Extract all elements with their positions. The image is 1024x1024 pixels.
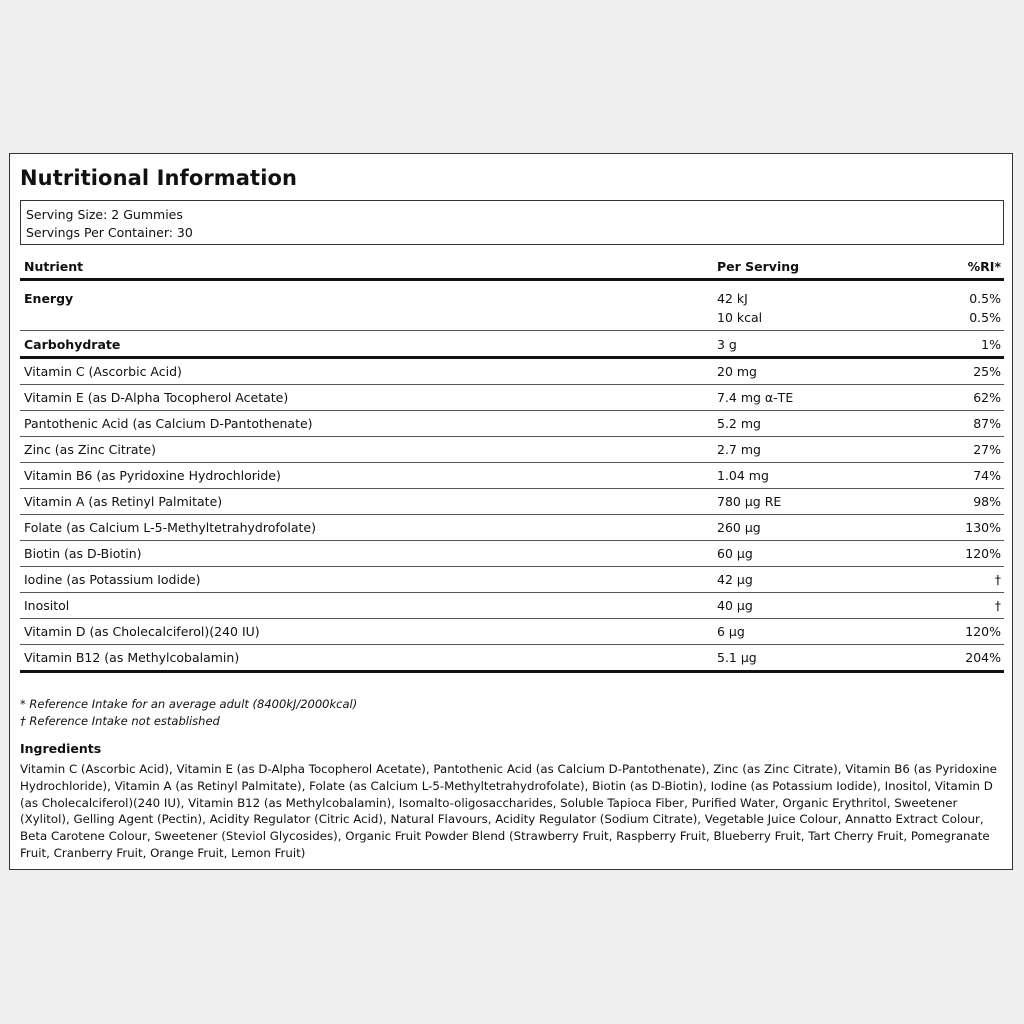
table-row-energy-kcal	[20, 308, 1004, 331]
nutrient-name: Zinc (as Zinc Citrate)	[24, 442, 157, 457]
table-row	[20, 411, 1004, 437]
energy-kcal-ri: 0.5%	[969, 310, 1001, 325]
nutrition-panel	[9, 153, 1013, 870]
table-row	[20, 645, 1004, 673]
table-row	[20, 385, 1004, 411]
carbohydrate-amount: 3 g	[717, 337, 737, 352]
energy-kj-ri: 0.5%	[969, 291, 1001, 306]
nutrient-ri: 25%	[973, 364, 1001, 379]
footnote-not-established: † Reference Intake not established	[20, 714, 220, 728]
nutrient-name: Vitamin B12 (as Methylcobalamin)	[24, 650, 240, 665]
table-row	[20, 463, 1004, 489]
table-row-energy-kj	[20, 281, 1004, 308]
nutrient-ri: 120%	[965, 546, 1001, 561]
nutrient-amount: 260 µg	[717, 520, 761, 535]
serving-size: Serving Size: 2 Gummies	[26, 207, 183, 222]
table-row	[20, 359, 1004, 385]
nutrient-ri: 130%	[965, 520, 1001, 535]
nutrient-amount: 2.7 mg	[717, 442, 761, 457]
table-header	[20, 254, 1004, 281]
nutrient-ri: 74%	[973, 468, 1001, 483]
nutrient-name: Vitamin E (as D-Alpha Tocopherol Acetate)	[24, 390, 289, 405]
nutrient-amount: 6 µg	[717, 624, 745, 639]
nutrient-ri: 87%	[973, 416, 1001, 431]
nutrient-amount: 42 µg	[717, 572, 753, 587]
nutrient-ri: †	[994, 572, 1001, 587]
energy-label: Energy	[24, 291, 74, 306]
carbohydrate-label: Carbohydrate	[24, 337, 121, 352]
nutrient-name: Folate (as Calcium L-5-Methyltetrahydrofolate)	[24, 520, 316, 535]
nutrient-name: Vitamin B6 (as Pyridoxine Hydrochloride)	[24, 468, 281, 483]
table-row	[20, 593, 1004, 619]
nutrition-table	[20, 254, 1004, 673]
table-row	[20, 515, 1004, 541]
header-ri: %RI*	[967, 259, 1001, 274]
nutrient-name: Biotin (as D-Biotin)	[24, 546, 142, 561]
nutrient-name: Pantothenic Acid (as Calcium D-Pantothenate)	[24, 416, 313, 431]
nutrient-name: Iodine (as Potassium Iodide)	[24, 572, 201, 587]
nutrient-amount: 5.2 mg	[717, 416, 761, 431]
nutrient-name: Vitamin A (as Retinyl Palmitate)	[24, 494, 223, 509]
table-row	[20, 619, 1004, 645]
nutrient-name: Inositol	[24, 598, 70, 613]
header-per-serving: Per Serving	[717, 259, 800, 274]
nutrient-amount: 780 µg RE	[717, 494, 782, 509]
footnotes	[20, 696, 357, 730]
page-title: Nutritional Information	[20, 166, 298, 190]
nutrient-ri: 120%	[965, 624, 1001, 639]
table-row-carbohydrate	[20, 331, 1004, 359]
nutrient-ri: 62%	[973, 390, 1001, 405]
energy-kj: 42 kJ	[717, 291, 748, 306]
serving-info-box	[20, 200, 1004, 245]
nutrient-ri: †	[994, 598, 1001, 613]
servings-per-container: Servings Per Container: 30	[26, 225, 193, 240]
nutrient-amount: 60 µg	[717, 546, 753, 561]
table-row	[20, 489, 1004, 515]
table-row	[20, 567, 1004, 593]
table-row	[20, 437, 1004, 463]
table-row	[20, 541, 1004, 567]
nutrient-ri: 204%	[965, 650, 1001, 665]
footnote-reference-intake: * Reference Intake for an average adult (8400kJ/2000kcal)	[20, 697, 358, 711]
ingredients-heading: Ingredients	[20, 741, 102, 756]
nutrient-name: Vitamin D (as Cholecalciferol)(240 IU)	[24, 624, 260, 639]
energy-kcal: 10 kcal	[717, 310, 763, 325]
nutrient-amount: 7.4 mg α-TE	[717, 390, 794, 405]
nutrient-ri: 98%	[973, 494, 1001, 509]
ingredients-text: Vitamin C (Ascorbic Acid), Vitamin E (as D-Alpha Tocopherol Acetate), Pantothenic Acid (as Calcium D-Pantothenate), Zinc (as Zinc Citrate), Vitamin B6 (as Pyridoxine Hydrochloride), Vitamin A (as Retinyl Palmitate), Folate (as Calcium L-5-Methyltetrahydrofolate), Biotin (as D-Biotin), Iodine (as Potassium Iodide), Inositol, Vitamin D (as Cholecalciferol)(240 IU), Vitamin B12 (as Methylcobalamin), Isomalto-oligosaccharides, Soluble Tapioca Fiber, Purified Water, Organic Erythritol, Sweetener (Xylitol), Gelling Agent (Pectin), Acidity Regulator (Citric Acid), Natural Flavours, Acidity Regulator (Sodium Citrate), Vegetable Juice Colour, Annatto Extract Colour, Beta Carotene Colour, Sweetener (Steviol Glycosides), Organic Fruit Powder Blend (Strawberry Fruit, Raspberry Fruit, Blueberry Fruit, Tart Cherry Fruit, Pomegranate Fruit, Cranberry Fruit, Orange Fruit, Lemon Fruit)	[20, 762, 997, 860]
nutrient-amount: 5.1 µg	[717, 650, 757, 665]
carbohydrate-ri: 1%	[981, 337, 1001, 352]
header-nutrient: Nutrient	[24, 259, 84, 274]
nutrient-amount: 40 µg	[717, 598, 753, 613]
nutrient-ri: 27%	[973, 442, 1001, 457]
nutrient-name: Vitamin C (Ascorbic Acid)	[24, 364, 182, 379]
nutrient-amount: 20 mg	[717, 364, 757, 379]
nutrient-amount: 1.04 mg	[717, 468, 769, 483]
